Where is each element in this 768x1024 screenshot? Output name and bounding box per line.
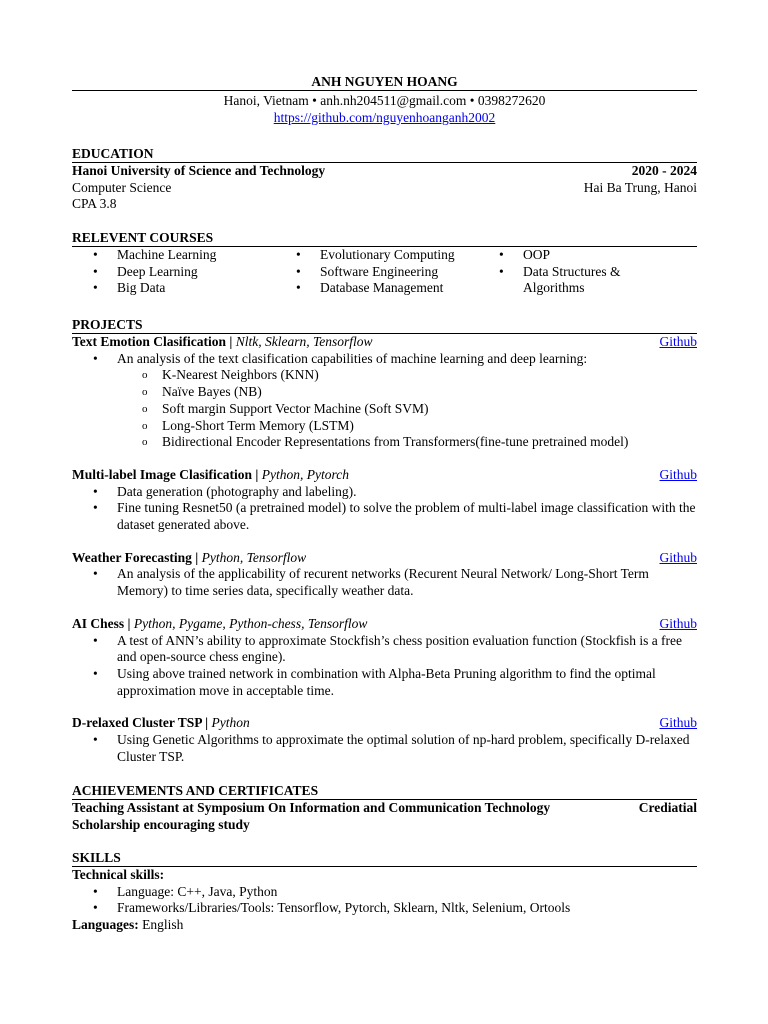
school-years: 2020 - 2024 <box>631 163 697 178</box>
github-link[interactable]: Github <box>659 615 697 631</box>
project-bullet: • Data generation (photography and labeling). <box>72 484 697 501</box>
separator: • <box>469 93 475 108</box>
project-item <box>72 616 697 700</box>
project-subbullet: o K-Nearest Neighbors (KNN) <box>72 367 697 384</box>
project-subbullet: o Long-Short Term Memory (LSTM) <box>72 418 697 435</box>
project-subbullet: o Naïve Bayes (NB) <box>72 384 697 401</box>
education-section <box>72 146 697 213</box>
course-item: • Database Management <box>275 280 478 297</box>
major: Computer Science <box>72 179 172 195</box>
school-name: Hanoi University of Science and Technology <box>72 163 326 178</box>
project-name: AI Chess <box>72 615 125 631</box>
applicant-name: ANH NGUYEN HOANG <box>72 73 697 91</box>
languages-value: English <box>142 917 184 933</box>
project-bullet: • An analysis of the applicability of recurent networks (Recurent Neural Network/ Long-Short Term Memory) to time series data, specifically weather data. <box>72 566 697 599</box>
project-bullets <box>72 732 697 765</box>
project-item <box>72 334 697 451</box>
github-link[interactable]: Github <box>659 715 697 731</box>
project-name: Multi-label Image Clasification <box>72 466 252 482</box>
courses-columns <box>72 247 697 297</box>
school-location: Hai Ba Trung, Hanoi <box>583 179 697 195</box>
project-item <box>72 715 697 765</box>
location: Hanoi, Vietnam <box>223 93 309 108</box>
projects-list <box>72 334 697 765</box>
project-title-line <box>72 550 306 567</box>
separator: | <box>251 466 262 482</box>
projects-section <box>72 317 697 765</box>
project-title-line <box>72 334 373 351</box>
section-title: ACHIEVEMENTS AND CERTIFICATES <box>72 783 697 800</box>
project-bullet: • A test of ANN’s ability to approximate Stockfish’s chess position evaluation function (Stockfish is a free and open-source chess engine). <box>72 633 697 666</box>
project-bullets <box>72 566 697 599</box>
project-bullet: • Using Genetic Algorithms to approximate the optimal solution of np-hard problem, specifically D-relaxed Cluster TSP. <box>72 732 697 765</box>
project-header <box>72 616 697 633</box>
project-title-line <box>72 467 349 484</box>
project-tech: Python, Tensorflow <box>201 549 307 565</box>
project-header <box>72 334 697 351</box>
course-item: • OOP <box>478 247 681 264</box>
project-tech: Nltk, Sklearn, Tensorflow <box>235 334 373 349</box>
course-item: • Data Structures & Algorithms <box>478 264 681 297</box>
project-bullet: • An analysis of the text clasification capabilities of machine learning and deep learning: <box>72 351 697 368</box>
credential-label: Crediatial <box>638 800 697 815</box>
course-item: • Deep Learning <box>72 264 275 281</box>
achievement-item: Teaching Assistant at Symposium On Information and Communication Technology <box>72 800 551 815</box>
project-header <box>72 715 697 732</box>
school-row <box>72 163 697 180</box>
technical-skills-label: Technical skills: <box>72 867 165 882</box>
contact-line <box>72 92 697 109</box>
project-item <box>72 550 697 600</box>
course-item: • Big Data <box>72 280 275 297</box>
project-bullets <box>72 633 697 700</box>
separator: | <box>124 615 134 631</box>
project-subbullet: o Bidirectional Encoder Representations from Transformers(fine-tune pretrained model) <box>72 434 697 451</box>
courses-column-3 <box>478 247 681 297</box>
project-subbullets <box>72 367 697 451</box>
courses-section <box>72 230 697 297</box>
skills-section <box>72 850 697 934</box>
github-profile-link[interactable]: https://github.com/nguyenhoanganh2002 <box>273 110 496 125</box>
project-name: Weather Forecasting <box>72 549 192 565</box>
achievements-section <box>72 783 697 833</box>
achievement-row <box>72 800 697 817</box>
section-title: EDUCATION <box>72 146 697 163</box>
project-item <box>72 467 697 534</box>
separator: | <box>201 715 212 731</box>
phone: 0398272620 <box>477 93 546 108</box>
cpa-row <box>72 196 697 213</box>
skills-list <box>72 884 697 917</box>
project-name: D-relaxed Cluster TSP <box>72 715 202 731</box>
languages-row <box>72 917 697 934</box>
section-title: RELEVENT COURSES <box>72 230 697 247</box>
skill-item: • Frameworks/Libraries/Tools: Tensorflow, Pytorch, Sklearn, Nltk, Selenium, Ortools <box>72 900 697 917</box>
separator: • <box>312 93 317 108</box>
section-title: PROJECTS <box>72 317 697 334</box>
project-bullet: • Fine tuning Resnet50 (a pretrained model) to solve the problem of multi-label image classification with the dataset generated above. <box>72 500 697 533</box>
course-item: • Software Engineering <box>275 264 478 281</box>
email: anh.nh204511@gmail.com <box>320 93 467 108</box>
languages-label: Languages: <box>72 917 139 933</box>
github-link[interactable]: Github <box>659 549 697 565</box>
project-tech: Python, Pygame, Python-chess, Tensorflow <box>133 615 368 631</box>
github-link[interactable]: Github <box>659 334 697 349</box>
achievement-item: Scholarship encouraging study <box>72 816 250 832</box>
cpa: CPA 3.8 <box>72 196 117 212</box>
project-subbullet: o Soft margin Support Vector Machine (Soft SVM) <box>72 401 697 418</box>
project-bullet: • Using above trained network in combination with Alpha-Beta Pruning algorithm to find the optimal approximation move in acceptable time. <box>72 666 697 699</box>
skill-item: • Language: C++, Java, Python <box>72 884 697 901</box>
courses-column-2 <box>275 247 478 297</box>
courses-column-1 <box>72 247 275 297</box>
project-title-line <box>72 616 367 633</box>
course-item: • Evolutionary Computing <box>275 247 478 264</box>
resume-header <box>72 73 697 127</box>
project-header <box>72 467 697 484</box>
major-row <box>72 180 697 197</box>
github-link[interactable]: Github <box>659 466 697 482</box>
project-title-line <box>72 715 250 732</box>
separator: | <box>226 334 236 349</box>
project-bullets <box>72 351 697 368</box>
separator: | <box>191 549 202 565</box>
project-name: Text Emotion Clasification <box>72 334 227 349</box>
section-title: SKILLS <box>72 850 697 867</box>
project-bullets <box>72 484 697 534</box>
project-tech: Python <box>211 715 250 731</box>
course-item: • Machine Learning <box>72 247 275 264</box>
achievement-row <box>72 817 697 834</box>
project-header <box>72 550 697 567</box>
project-tech: Python, Pytorch <box>261 466 349 482</box>
